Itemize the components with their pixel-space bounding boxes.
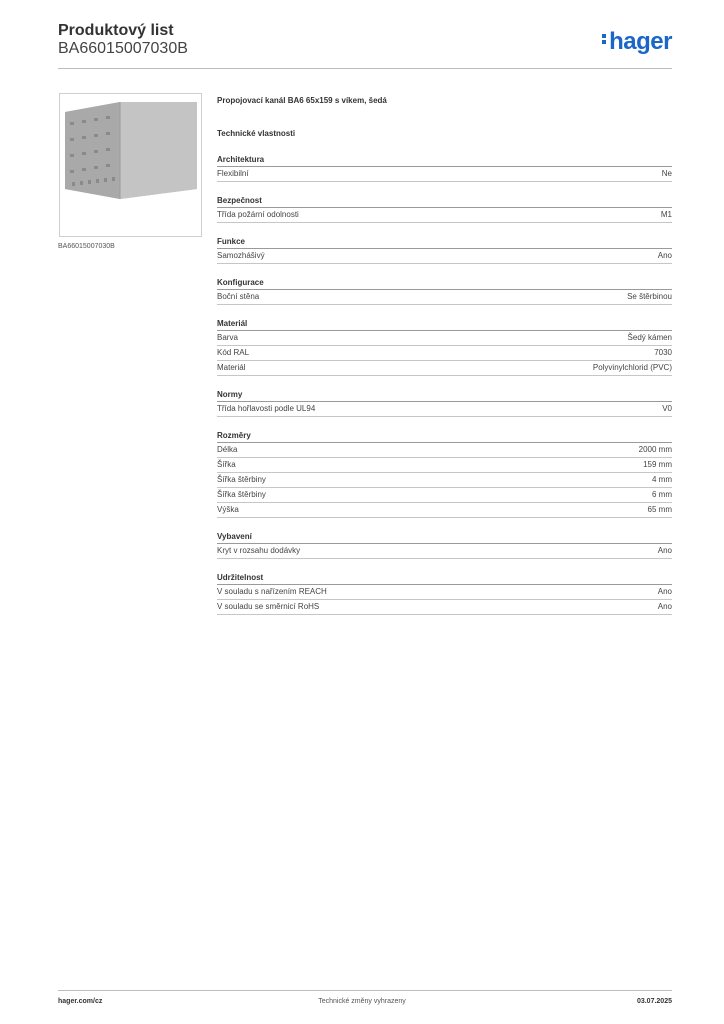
image-caption: BA66015007030B — [58, 243, 115, 250]
property-group — [217, 430, 672, 518]
property-value: 6 mm — [652, 490, 672, 499]
property-row — [217, 600, 672, 615]
product-code: BA66015007030B — [58, 40, 188, 57]
property-value: Se štěrbinou — [627, 292, 672, 301]
product-image — [59, 93, 202, 237]
page-header — [58, 22, 672, 70]
property-group — [217, 572, 672, 615]
logo-dots-icon — [602, 32, 607, 46]
property-value: 7030 — [654, 348, 672, 357]
property-row — [217, 167, 672, 182]
property-group — [217, 531, 672, 559]
property-value: M1 — [660, 210, 672, 219]
property-value: Ano — [657, 251, 672, 260]
property-label: V souladu se směrnicí RoHS — [217, 602, 320, 611]
property-label: Kryt v rozsahu dodávky — [217, 546, 301, 555]
logo-text: hager — [609, 28, 672, 55]
group-title: Bezpečnost — [217, 195, 672, 208]
property-label: Výška — [217, 505, 239, 514]
property-value: Šedý kámen — [627, 333, 672, 342]
product-details — [217, 96, 672, 628]
property-label: Kód RAL — [217, 348, 250, 357]
property-row — [217, 249, 672, 264]
property-row — [217, 458, 672, 473]
property-group — [217, 236, 672, 264]
footer-divider — [58, 990, 672, 991]
cable-duct-image — [60, 94, 201, 236]
property-label: Barva — [217, 333, 238, 342]
property-value: Ano — [657, 602, 672, 611]
hager-logo — [602, 28, 672, 56]
property-row — [217, 544, 672, 559]
property-value: V0 — [662, 404, 672, 413]
property-value: 159 mm — [643, 460, 672, 469]
property-group — [217, 389, 672, 417]
property-label: Boční stěna — [217, 292, 260, 301]
property-label: Flexibilní — [217, 169, 249, 178]
property-value: Ne — [661, 169, 672, 178]
property-value: Polyvinylchlorid (PVC) — [592, 363, 672, 372]
property-row — [217, 346, 672, 361]
property-label: Materiál — [217, 363, 246, 372]
property-label: Délka — [217, 445, 238, 454]
property-label: Třída hořlavosti podle UL94 — [217, 404, 316, 413]
property-label: Samozhášivý — [217, 251, 265, 260]
property-value: 65 mm — [647, 505, 672, 514]
footer-notice: Technické změny vyhrazeny — [318, 998, 406, 1005]
property-value: 4 mm — [652, 475, 672, 484]
property-label: Šířka — [217, 460, 236, 469]
property-group — [217, 277, 672, 305]
property-row — [217, 503, 672, 518]
group-title: Rozměry — [217, 430, 672, 443]
property-row — [217, 585, 672, 600]
property-group — [217, 318, 672, 376]
group-title: Architektura — [217, 154, 672, 167]
group-title: Vybavení — [217, 531, 672, 544]
property-row — [217, 361, 672, 376]
property-label: Šířka štěrbiny — [217, 490, 266, 499]
property-row — [217, 402, 672, 417]
property-row — [217, 488, 672, 503]
property-row — [217, 290, 672, 305]
group-title: Materiál — [217, 318, 672, 331]
document-title: Produktový list — [58, 22, 174, 39]
property-value: 2000 mm — [638, 445, 672, 454]
footer-website: hager.com/cz — [58, 998, 103, 1005]
property-value: Ano — [657, 546, 672, 555]
footer-date: 03.07.2025 — [636, 998, 672, 1005]
property-row — [217, 331, 672, 346]
property-groups — [217, 154, 672, 615]
header-divider — [58, 68, 672, 69]
group-title: Udržitelnost — [217, 572, 672, 585]
property-group — [217, 154, 672, 182]
product-name: Propojovací kanál BA6 65x159 s víkem, šedá — [217, 96, 387, 105]
property-label: V souladu s nařízením REACH — [217, 587, 327, 596]
group-title: Konfigurace — [217, 277, 672, 290]
property-row — [217, 473, 672, 488]
property-row — [217, 208, 672, 223]
property-value: Ano — [657, 587, 672, 596]
group-title: Normy — [217, 389, 672, 402]
property-group — [217, 195, 672, 223]
property-label: Třída požární odolnosti — [217, 210, 299, 219]
property-label: Šířka štěrbiny — [217, 475, 266, 484]
technical-properties-heading: Technické vlastnosti — [217, 129, 296, 138]
group-title: Funkce — [217, 236, 672, 249]
property-row — [217, 443, 672, 458]
